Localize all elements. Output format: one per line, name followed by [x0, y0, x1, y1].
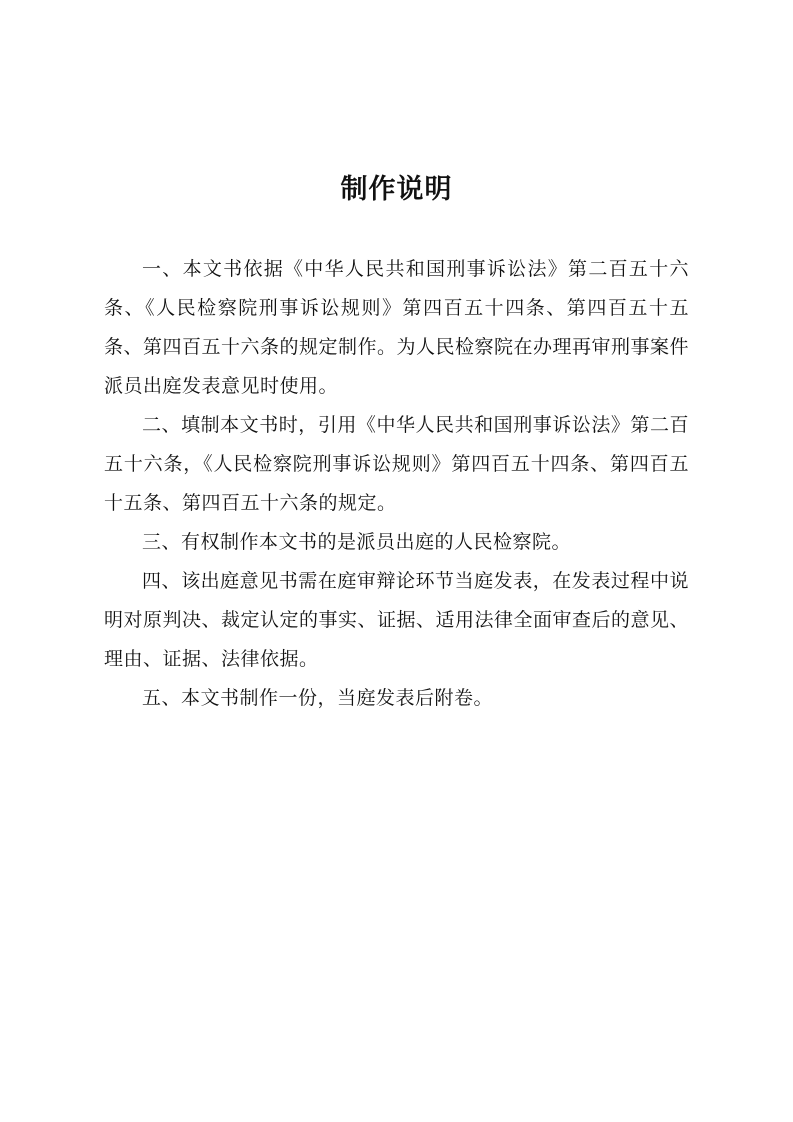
instruction-paragraph-1: 一、本文书依据《中华人民共和国刑事诉讼法》第二百五十六条、《人民检察院刑事诉讼规则》第四百五十四条、第四百五十五条、第四百五十六条的规定制作。为人民检察院在办理再审刑事案件派员出庭发表意见时使用。 — [104, 258, 690, 397]
page-title: 制作说明 — [340, 174, 453, 205]
instruction-paragraph-4: 四、该出庭意见书需在庭审辩论环节当庭发表，在发表过程中说明对原判决、裁定认定的事实、证据、适用法律全面审查后的意见、理由、证据、法律依据。 — [104, 570, 690, 670]
instruction-paragraph-3: 三、有权制作本文书的是派员出庭的人民检察院。 — [142, 531, 572, 553]
instruction-paragraph-5: 五、本文书制作一份，当庭发表后附卷。 — [142, 687, 494, 709]
instructions-body — [104, 250, 689, 718]
instruction-paragraph-2: 二、填制本文书时，引用《中华人民共和国刑事诉讼法》第二百五十六条，《人民检察院刑事诉讼规则》第四百五十四条、第四百五十五条、第四百五十六条的规定。 — [104, 414, 689, 514]
